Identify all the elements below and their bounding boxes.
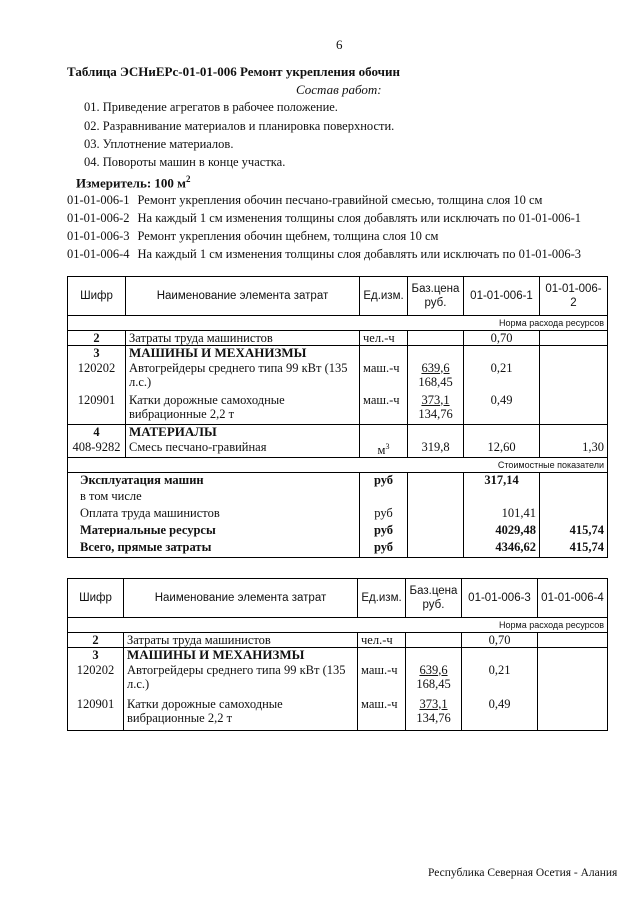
- table-row: 120202 Автогрейдеры среднего типа 99 кВт (135 л.с.) маш.-ч 639,6 168,45 0,21: [68, 663, 608, 697]
- code-line: 01-01-006-2 На каждый 1 см изменения толщины слоя добавлять или исключать по 01-01-006-1: [67, 211, 582, 225]
- meter: Измеритель: 100 $м^2$: [76, 174, 191, 191]
- norm-label: Норма расхода ресурсов: [68, 618, 608, 633]
- group-row: 3 МАШИНЫ И МЕХАНИЗМЫ: [68, 648, 608, 663]
- header-col2: 01-01-006-2: [540, 277, 608, 316]
- work-step: 04. Повороты машин в конце участка.: [84, 155, 286, 169]
- work-step: 01. Приведение агрегатов в рабочее положение.: [84, 100, 338, 114]
- table-row: 120901 Катки дорожные самоходные вибрационные 2,2 т маш.-ч 373,1 134,76 0,49: [68, 393, 608, 425]
- code-line: 01-01-006-4 На каждый 1 см изменения толщины слоя добавлять или исключать по 01-01-006-3: [67, 247, 582, 261]
- table-title: Таблица ЭСНиЕРс-01-01-006 Ремонт укрепления обочин: [67, 64, 400, 79]
- work-step: 03. Уплотнение материалов.: [84, 137, 234, 151]
- code-line: 01-01-006-3 Ремонт укрепления обочин щебнем, толщина слоя 10 см: [67, 229, 439, 243]
- summary-row: Оплата труда машинистов руб 101,41: [68, 506, 608, 523]
- header-unit: Ед.изм.: [360, 277, 408, 316]
- summary-row: Эксплуатация машин руб 317,14: [68, 472, 608, 489]
- summary-row: в том числе: [68, 489, 608, 506]
- table-row: 408-9282 Смесь песчано-гравийная $м^3$ 319,8 12,60 1,30: [68, 440, 608, 458]
- resource-table-2: [67, 578, 608, 731]
- code-line: 01-01-006-1 Ремонт укрепления обочин песчано-гравийной смесью, толщина слоя 10 см: [67, 193, 543, 207]
- header-name: Наименование элемента затрат: [126, 277, 360, 316]
- header-price: Баз.цена руб.: [406, 579, 462, 618]
- header-unit: Ед.изм.: [358, 579, 406, 618]
- header-price: Баз.цена руб.: [408, 277, 464, 316]
- header-col1: 01-01-006-3: [462, 579, 538, 618]
- summary-row: Материальные ресурсы руб 4029,48 415,74: [68, 523, 608, 540]
- header-name: Наименование элемента затрат: [124, 579, 358, 618]
- table-row: 120901 Катки дорожные самоходные вибрационные 2,2 т маш.-ч 373,1 134,76 0,49: [68, 697, 608, 731]
- header-col1: 01-01-006-1: [464, 277, 540, 316]
- page-number: 6: [336, 37, 343, 52]
- table-row: 2 Затраты труда машинистов чел.-ч 0,70: [68, 331, 608, 346]
- cost-label: Стоимостные показатели: [68, 457, 608, 472]
- table-row: 2 Затраты труда машинистов чел.-ч 0,70: [68, 633, 608, 648]
- resource-table-1: [67, 276, 608, 558]
- summary-row: Всего, прямые затраты руб 4346,62 415,74: [68, 540, 608, 557]
- group-row: 3 МАШИНЫ И МЕХАНИЗМЫ: [68, 346, 608, 361]
- group-row: 4 МАТЕРИАЛЫ: [68, 425, 608, 440]
- header-code: Шифр: [68, 277, 126, 316]
- footer-region: Республика Северная Осетия - Алания: [428, 867, 618, 879]
- table-row: 120202 Автогрейдеры среднего типа 99 кВт (135 л.с.) маш.-ч 639,6 168,45 0,21: [68, 361, 608, 393]
- work-step: 02. Разравнивание материалов и планировка поверхности.: [84, 119, 395, 133]
- work-heading: Состав работ:: [296, 82, 382, 97]
- header-col2: 01-01-006-4: [538, 579, 608, 618]
- header-code: Шифр: [68, 579, 124, 618]
- norm-label: Норма расхода ресурсов: [68, 316, 608, 331]
